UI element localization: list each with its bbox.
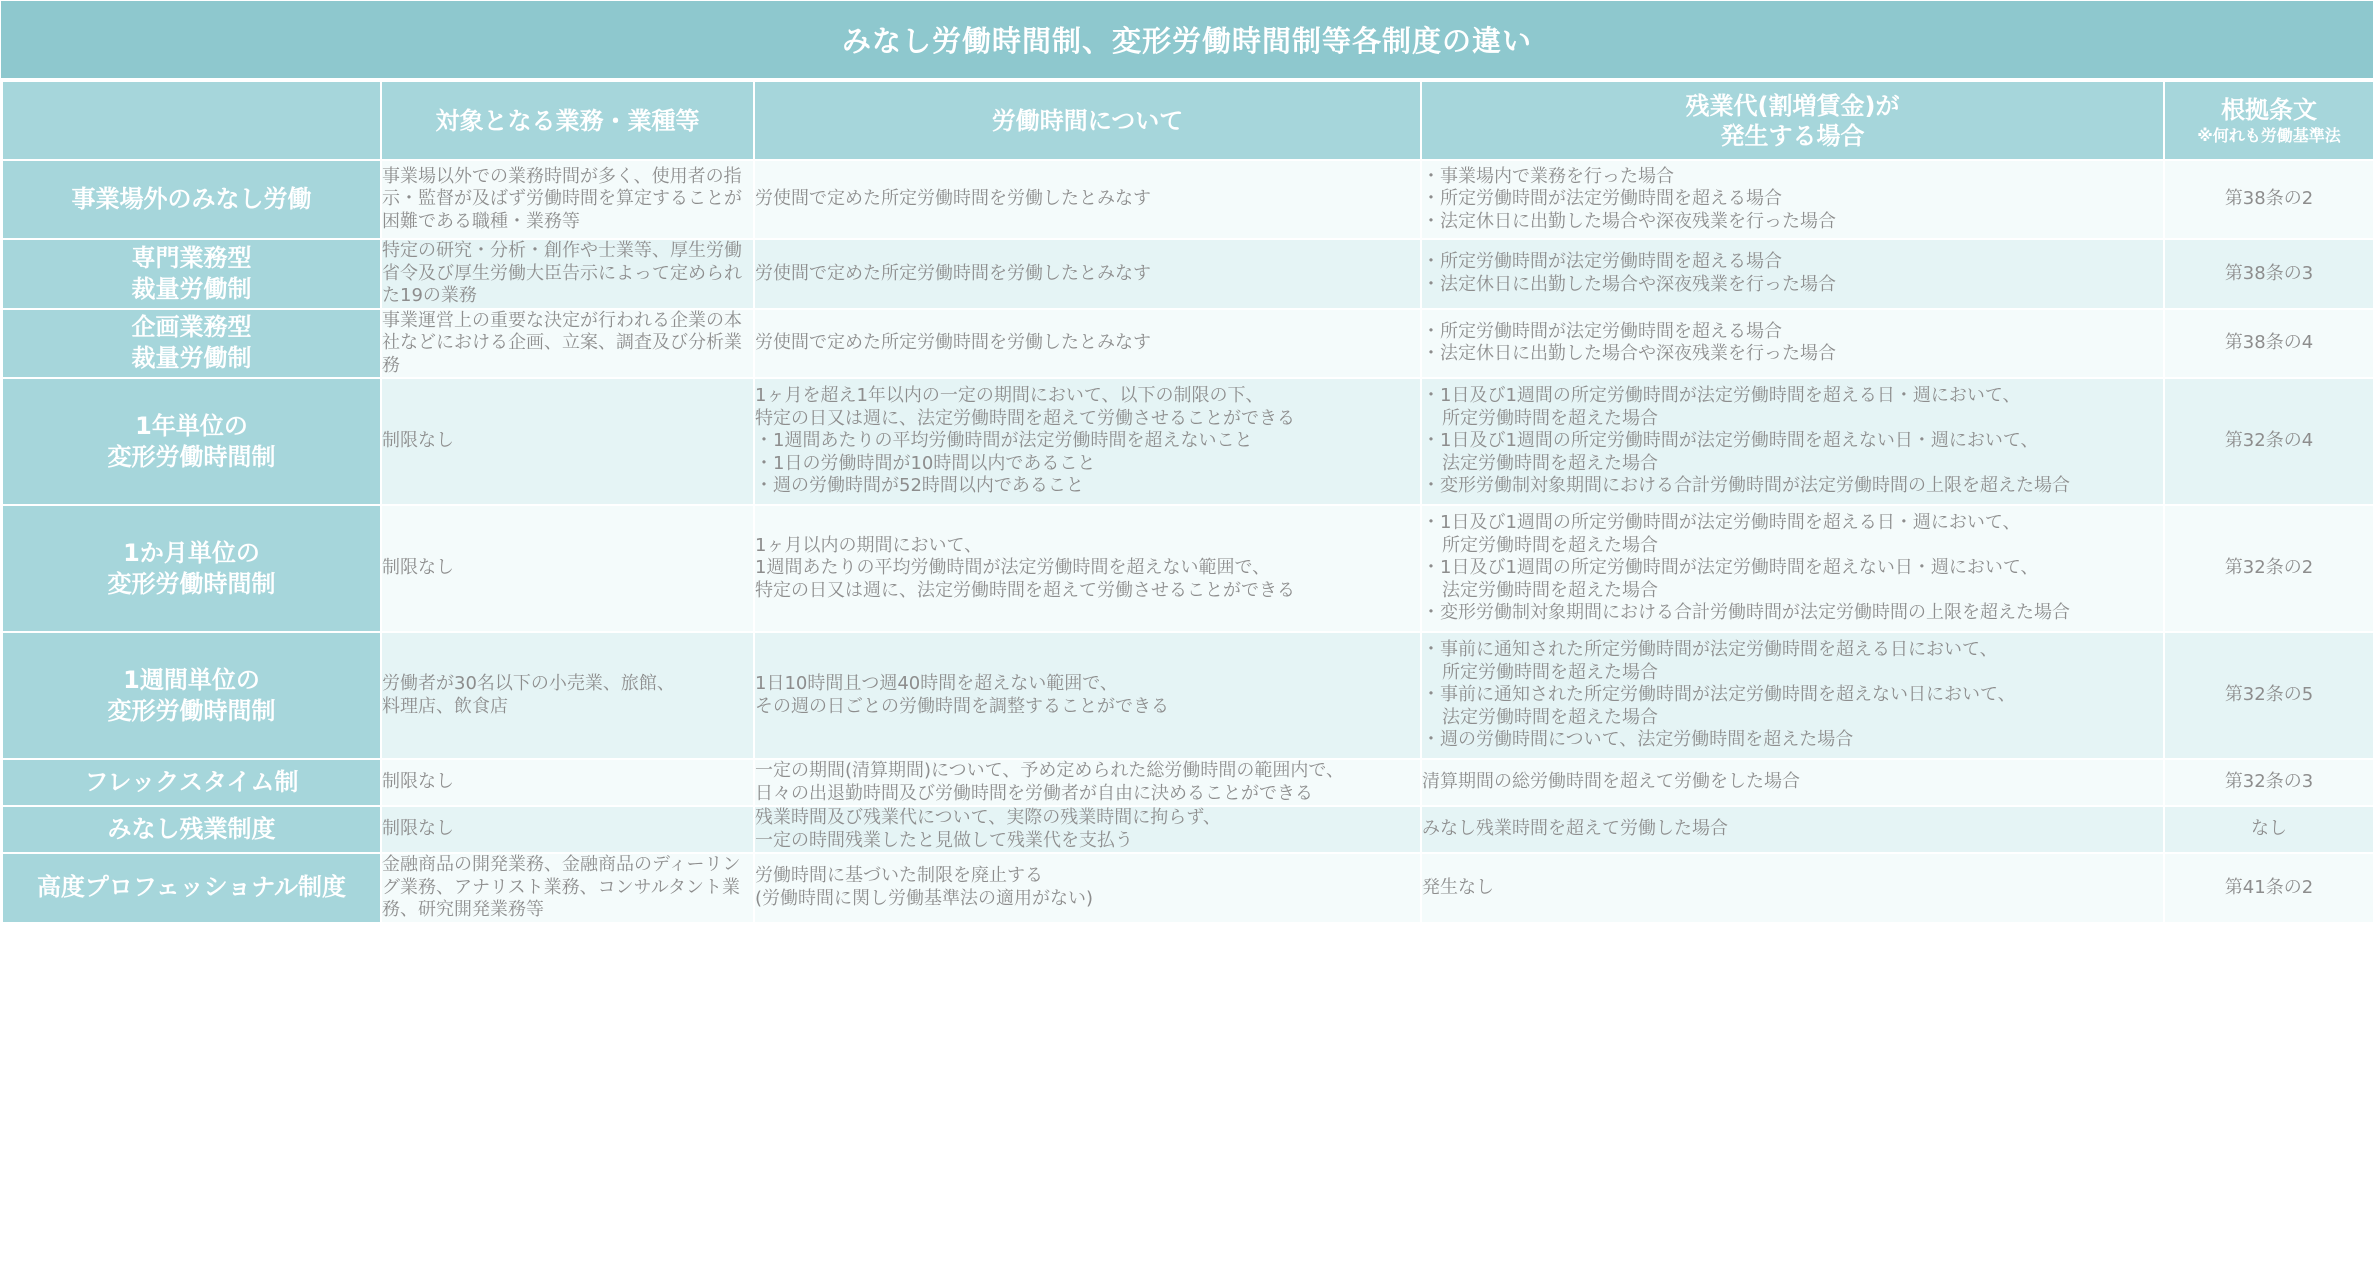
law-article-cell: 第38条の3 <box>2164 239 2374 309</box>
overtime-cell <box>1421 759 2164 806</box>
hours-cell-line: ・1日の労働時間が10時間以内であること <box>755 452 1096 474</box>
hours-cell-line: 一定の時間残業したと見做して残業代を支払う <box>755 829 1133 851</box>
overtime-cell-line: ・法定休日に出勤した場合や深夜残業を行った場合 <box>1422 343 1836 365</box>
law-article-cell: 第32条の5 <box>2164 632 2374 759</box>
hours-cell-line: 日々の出退勤時間及び労働時間を労働者が自由に決めることができる <box>755 782 1313 804</box>
hours-cell <box>754 853 1421 923</box>
table-row <box>2 759 2374 806</box>
row-header-system-name <box>2 309 381 379</box>
table-title: みなし労働時間制、変形労働時間制等各制度の違い <box>1 1 2373 78</box>
system-name-line: 企画業務型 <box>131 313 252 342</box>
hours-cell <box>754 806 1421 853</box>
header-hours: 労働時間について <box>754 81 1421 160</box>
header-law <box>2164 81 2374 160</box>
overtime-cell-line: ・事業場内で業務を行った場合 <box>1422 165 1674 187</box>
scope-cell <box>381 309 754 379</box>
law-article-cell: なし <box>2164 806 2374 853</box>
row-header-system-name <box>2 160 381 239</box>
header-law-note: ※何れも労働基準法 <box>2197 125 2341 145</box>
table-row <box>2 378 2374 505</box>
header-row <box>2 81 2374 160</box>
system-name-line: 変形労働時間制 <box>107 569 276 598</box>
overtime-cell-line: ・1日及び1週間の所定労働時間が法定労働時間を超えない日・週において、 <box>1422 557 2039 579</box>
overtime-cell-line: ・変形労働制対象期間における合計労働時間が法定労働時間の上限を超えた場合 <box>1422 475 2070 497</box>
table-row <box>2 505 2374 632</box>
table-row <box>2 160 2374 239</box>
scope-cell-line: 事業運営上の重要な決定が行われる企業の本社などにおける企画、立案、調査及び分析業務 <box>382 309 742 376</box>
hours-cell-line: 一定の期間(清算期間)について、予め定められた総労働時間の範囲内で、 <box>755 760 1344 781</box>
hours-cell <box>754 309 1421 379</box>
law-article-cell: 第32条の3 <box>2164 759 2374 806</box>
scope-cell <box>381 239 754 309</box>
row-header-system-name <box>2 759 381 806</box>
overtime-cell-line: 所定労働時間を超えた場合 <box>1442 407 1658 429</box>
row-header-system-name <box>2 632 381 759</box>
overtime-cell-line: ・所定労働時間が法定労働時間を超える場合 <box>1422 251 1782 273</box>
hours-cell-line: 1日10時間且つ週40時間を超えない範囲で、 <box>755 673 1118 694</box>
comparison-table <box>1 80 2375 924</box>
hours-cell <box>754 378 1421 505</box>
row-header-system-name <box>2 853 381 923</box>
overtime-cell-line: ・所定労働時間が法定労働時間を超える場合 <box>1422 188 1782 210</box>
table-row <box>2 239 2374 309</box>
overtime-cell-line: ・事前に通知された所定労働時間が法定労働時間を超えない日において、 <box>1422 684 2016 706</box>
row-header-system-name <box>2 378 381 505</box>
overtime-cell <box>1421 505 2164 632</box>
hours-cell-line: 労使間で定めた所定労働時間を労働したとみなす <box>755 262 1151 284</box>
overtime-cell-line: ・事前に通知された所定労働時間が法定労働時間を超える日において、 <box>1422 639 1998 661</box>
overtime-cell-line: ・1日及び1週間の所定労働時間が法定労働時間を超えない日・週において、 <box>1422 430 2039 452</box>
system-name-line: 裁量労働制 <box>131 344 252 373</box>
overtime-cell-line: ・法定休日に出勤した場合や深夜残業を行った場合 <box>1422 210 1836 232</box>
hours-cell <box>754 759 1421 806</box>
scope-cell-line: 金融商品の開発業務、金融商品のディーリング業務、アナリスト業務、コンサルタント業務、研究開発業務等 <box>382 854 741 920</box>
overtime-cell-line: ・変形労働制対象期間における合計労働時間が法定労働時間の上限を超えた場合 <box>1422 602 2070 624</box>
overtime-cell-line: ・週の労働時間について、法定労働時間を超えた場合 <box>1422 729 1854 751</box>
scope-cell <box>381 378 754 505</box>
overtime-cell-line: 発生なし <box>1422 876 1494 898</box>
header-overtime-line2: 発生する場合 <box>1720 121 1865 150</box>
table-body <box>2 160 2374 923</box>
hours-cell-line: 労働時間に基づいた制限を廃止する <box>755 865 1043 887</box>
system-name-line: 1週間単位の <box>123 665 260 694</box>
header-law-label: 根拠条文 <box>2221 95 2317 124</box>
hours-cell <box>754 505 1421 632</box>
row-header-system-name <box>2 239 381 309</box>
hours-cell <box>754 632 1421 759</box>
scope-cell <box>381 853 754 923</box>
overtime-cell-line: 法定労働時間を超えた場合 <box>1442 579 1658 601</box>
law-article-cell: 第38条の2 <box>2164 160 2374 239</box>
scope-cell-line: 料理店、飲食店 <box>382 695 508 717</box>
system-name-line: 1年単位の <box>135 411 248 440</box>
header-scope: 対象となる業務・業種等 <box>381 81 754 160</box>
system-name-line: 裁量労働制 <box>131 274 252 303</box>
system-name-line: 1か月単位の <box>123 538 260 567</box>
header-overtime-line1: 残業代(割増賃金)が <box>1685 91 1900 120</box>
table-row <box>2 853 2374 923</box>
system-name-line: 変形労働時間制 <box>107 442 276 471</box>
scope-cell-line: 制限なし <box>382 818 454 840</box>
hours-cell-line: ・週の労働時間が52時間以内であること <box>755 475 1084 497</box>
overtime-cell-line: 法定労働時間を超えた場合 <box>1442 706 1658 728</box>
table-row <box>2 632 2374 759</box>
overtime-cell <box>1421 239 2164 309</box>
overtime-cell <box>1421 160 2164 239</box>
hours-cell-line: 労使間で定めた所定労働時間を労働したとみなす <box>755 188 1151 210</box>
table-row <box>2 309 2374 379</box>
hours-cell-line: 残業時間及び残業代について、実際の残業時間に拘らず、 <box>755 807 1221 828</box>
overtime-cell-line: みなし残業時間を超えて労働した場合 <box>1422 818 1728 840</box>
hours-cell-line: ・1週間あたりの平均労働時間が法定労働時間を超えないこと <box>755 430 1253 452</box>
hours-cell-line: 1ヶ月を超え1年以内の一定の期間において、以下の制限の下、 <box>755 385 1264 407</box>
row-header-system-name <box>2 806 381 853</box>
scope-cell <box>381 806 754 853</box>
system-name-line: 変形労働時間制 <box>107 696 276 725</box>
hours-cell-line: 1ヶ月以内の期間において、 <box>755 534 983 556</box>
system-name-line: みなし残業制度 <box>107 815 276 843</box>
overtime-cell-line: ・1日及び1週間の所定労働時間が法定労働時間を超える日・週において、 <box>1422 385 2021 407</box>
law-article-cell: 第38条の4 <box>2164 309 2374 379</box>
scope-cell-line: 特定の研究・分析・創作や士業等、厚生労働省令及び厚生労働大臣告示によって定められた19の業務 <box>382 240 742 306</box>
system-name-line: 事業場外のみなし労働 <box>71 185 312 213</box>
hours-cell-line: 特定の日又は週に、法定労働時間を超えて労働させることができる <box>755 579 1295 601</box>
scope-cell <box>381 759 754 806</box>
scope-cell <box>381 505 754 632</box>
overtime-cell-line: ・所定労働時間が法定労働時間を超える場合 <box>1422 320 1782 342</box>
hours-cell-line: 労使間で定めた所定労働時間を労働したとみなす <box>755 332 1151 353</box>
scope-cell-line: 制限なし <box>382 430 454 452</box>
law-article-cell: 第41条の2 <box>2164 853 2374 923</box>
hours-cell <box>754 239 1421 309</box>
system-name-line: 専門業務型 <box>131 243 252 272</box>
overtime-cell-line: 法定労働時間を超えた場合 <box>1442 452 1658 474</box>
overtime-cell <box>1421 632 2164 759</box>
overtime-cell <box>1421 853 2164 923</box>
scope-cell <box>381 632 754 759</box>
scope-cell <box>381 160 754 239</box>
row-header-system-name <box>2 505 381 632</box>
system-name-line: 高度プロフェッショナル制度 <box>36 873 347 902</box>
overtime-cell-line: ・1日及び1週間の所定労働時間が法定労働時間を超える日・週において、 <box>1422 512 2021 534</box>
hours-cell-line: 1週間あたりの平均労働時間が法定労働時間を超えない範囲で、 <box>755 557 1271 579</box>
scope-cell-line: 事業場以外での業務時間が多く、使用者の指示・監督が及ばず労働時間を算定することが困難である職種・業務等 <box>382 165 742 232</box>
hours-cell <box>754 160 1421 239</box>
scope-cell-line: 労働者が30名以下の小売業、旅館、 <box>382 673 675 694</box>
overtime-cell-line: 所定労働時間を超えた場合 <box>1442 534 1658 556</box>
overtime-cell <box>1421 378 2164 505</box>
system-name-line: フレックスタイム制 <box>84 768 299 796</box>
overtime-cell <box>1421 806 2164 853</box>
overtime-cell-line: 清算期間の総労働時間を超えて労働をした場合 <box>1422 771 1800 793</box>
overtime-cell-line: ・法定休日に出勤した場合や深夜残業を行った場合 <box>1422 273 1836 295</box>
overtime-cell <box>1421 309 2164 379</box>
scope-cell-line: 制限なし <box>382 557 454 579</box>
hours-cell-line: (労働時間に関し労働基準法の適用がない) <box>755 887 1094 909</box>
law-article-cell: 第32条の4 <box>2164 378 2374 505</box>
hours-cell-line: その週の日ごとの労働時間を調整することができる <box>755 695 1169 717</box>
law-article-cell: 第32条の2 <box>2164 505 2374 632</box>
overtime-cell-line: 所定労働時間を超えた場合 <box>1442 661 1658 683</box>
table-row <box>2 806 2374 853</box>
header-blank-cell <box>2 81 381 160</box>
scope-cell-line: 制限なし <box>382 771 454 793</box>
header-overtime <box>1421 81 2164 160</box>
hours-cell-line: 特定の日又は週に、法定労働時間を超えて労働させることができる <box>755 407 1295 429</box>
